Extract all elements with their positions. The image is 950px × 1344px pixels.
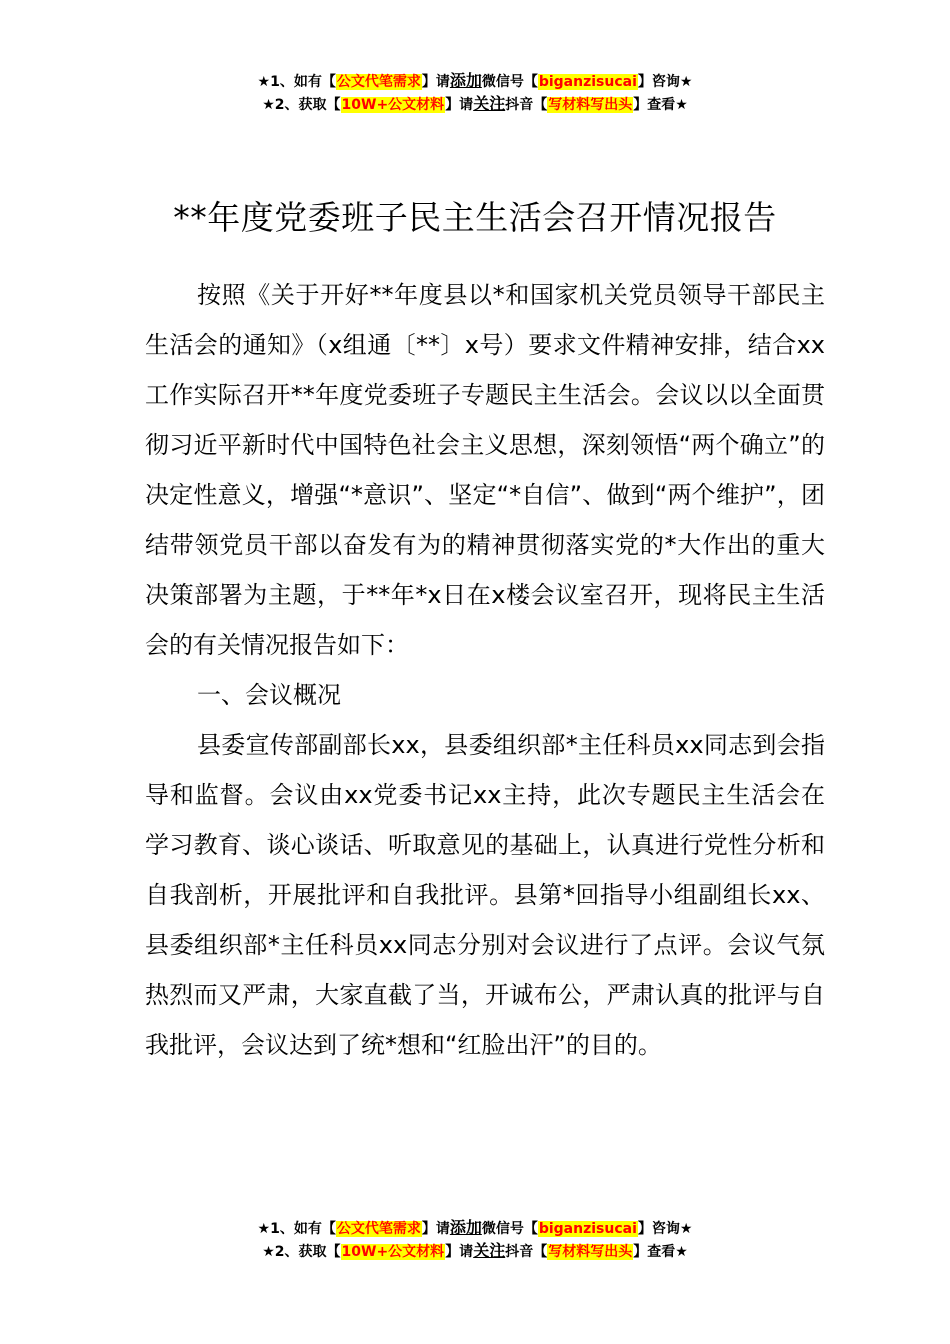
promo-text: 微信号【: [481, 1221, 538, 1237]
promo-text: 】咨询★: [637, 74, 693, 90]
promo-line-1: [0, 70, 950, 93]
promo-highlight: 10W+公文材料: [341, 97, 445, 113]
document-title: **年度党委班子民主生活会召开情况报告: [173, 198, 777, 238]
promo-line-2: [0, 93, 950, 116]
promo-line-1: [0, 1217, 950, 1240]
promo-text: 抖音【: [505, 97, 548, 113]
promo-underline: 关注: [473, 94, 506, 113]
promo-text: 】查看★: [633, 1244, 688, 1260]
promo-text: 】请: [421, 1221, 450, 1237]
promo-text: ★2、获取【: [262, 97, 341, 113]
promo-highlight: biganzisucai: [538, 1221, 637, 1237]
promo-highlight: biganzisucai: [538, 74, 637, 90]
promo-underline: 添加: [449, 71, 482, 90]
promo-text: ★1、如有【: [257, 74, 336, 90]
paragraph: 按照《关于开好**年度县以*和国家机关党员领导干部民主生活会的通知》（x组通〔**〕x号）要求文件精神安排，结合xx工作实际召开**年度党委班子专题民主生活会。会议以以全面贯彻习近平新时代中国特色社会主义思想，深刻领悟“两个确立”的决定性意义，增强“*意识”、坚定“*自信”、做到“两个维护”，团结带领党员干部以奋发有为的精神贯彻落实党的*大作出的重大决策部署为主题，于**年*x日在x楼会议室召开，现将民主生活会的有关情况报告如下：: [145, 281, 825, 659]
promo-highlight: 公文代笔需求: [336, 74, 421, 90]
promo-banner-top: [0, 70, 950, 116]
section-heading: 一、会议概况: [197, 681, 341, 709]
promo-text: 】请: [445, 97, 474, 113]
promo-text: 微信号【: [481, 74, 538, 90]
promo-text: ★2、获取【: [262, 1244, 341, 1260]
paragraph: 县委宣传部副部长xx，县委组织部*主任科员xx同志到会指导和监督。会议由xx党委书记xx主持，此次专题民主生活会在学习教育、谈心谈话、听取意见的基础上，认真进行党性分析和自我剖析，开展批评和自我批评。县第*回指导小组副组长xx、县委组织部*主任科员xx同志分别对会议进行了点评。会议气氛热烈而又严肃，大家直截了当，开诚布公，严肃认真的批评与自我批评，会议达到了统*想和“红脸出汗”的目的。: [145, 731, 825, 1059]
promo-text: 抖音【: [505, 1244, 548, 1260]
promo-text: 】咨询★: [637, 1221, 693, 1237]
promo-underline: 关注: [473, 1241, 506, 1260]
promo-highlight: 公文代笔需求: [336, 1221, 421, 1237]
document-body: [145, 270, 825, 1070]
promo-text: 】查看★: [633, 97, 688, 113]
promo-highlight: 写材料写出头: [548, 1244, 633, 1260]
promo-underline: 添加: [449, 1218, 482, 1237]
promo-text: 】请: [421, 74, 450, 90]
promo-highlight: 10W+公文材料: [341, 1244, 445, 1260]
promo-highlight: 写材料写出头: [548, 97, 633, 113]
promo-text: 】请: [445, 1244, 474, 1260]
promo-line-2: [0, 1240, 950, 1263]
promo-text: ★1、如有【: [257, 1221, 336, 1237]
promo-banner-bottom: [0, 1217, 950, 1263]
